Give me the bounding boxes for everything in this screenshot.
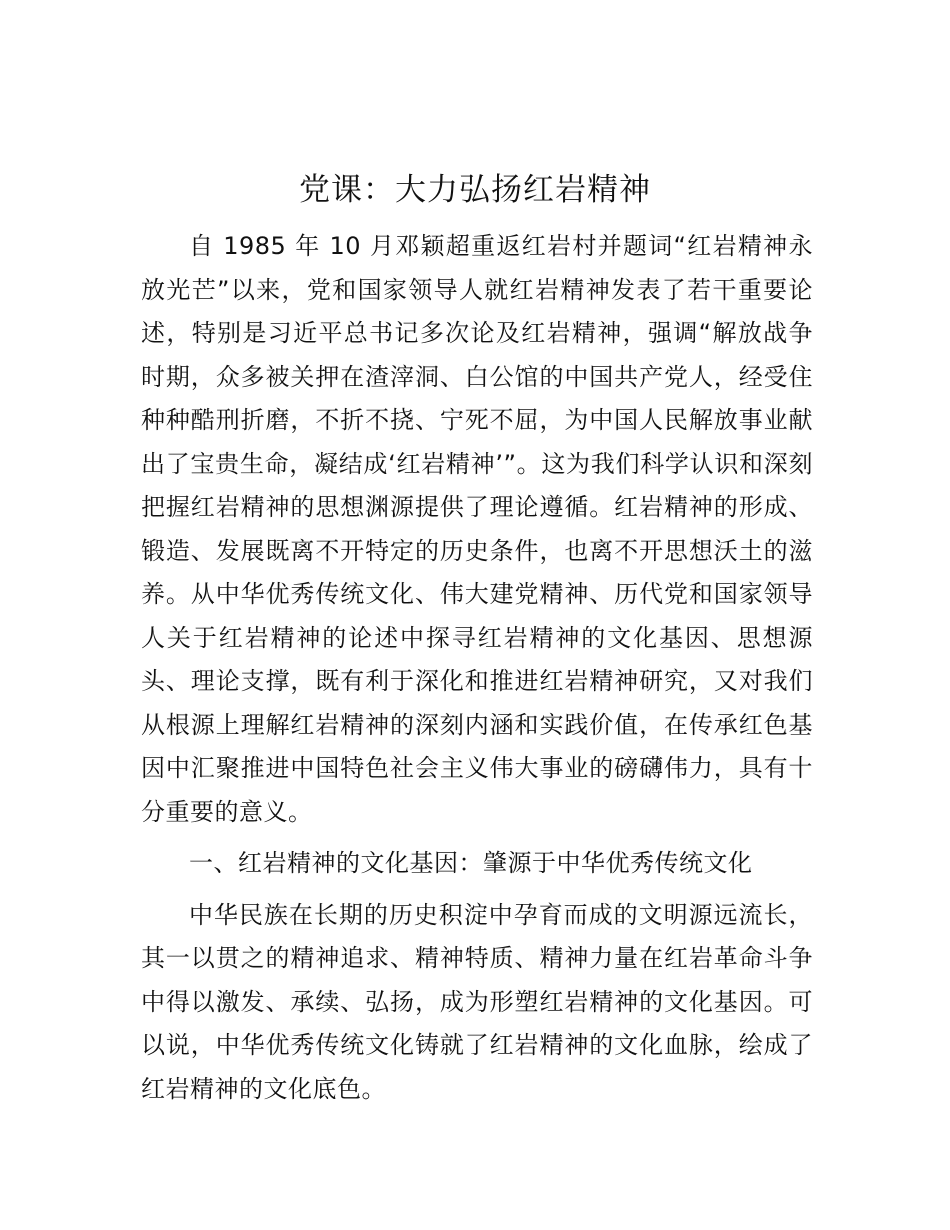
section-heading: 一、红岩精神的文化基因：肇源于中华优秀传统文化 [189, 849, 753, 877]
intro-paragraph: 自 1985 年 10 月邓颖超重返红岩村并题词“红岩精神永放光芒”以来，党和国家领导人就红岩精神发表了若干重要论述，特别是习近平总书记多次论及红岩精神，强调“解放战争时期，众多被关押在渣滓洞、白公馆的中国共产党人，经受住种种酷刑折磨，不折不挠、宁死不屈，为中国人民解放事业献出了宝贵生命，凝结成‘红岩精神’”。这为我们科学认识和深刻把握红岩精神的思想渊源提供了理论遵循。红岩精神的形成、锻造、发展既离不开特定的历史条件，也离不开思想沃土的滋养。从中华优秀传统文化、伟大建党精神、历代党和国家领导人关于红岩精神的论述中探寻红岩精神的文化基因、思想源头、理论支撑，既有利于深化和推进红岩精神研究，又对我们从根源上理解红岩精神的深刻内涵和实践价值，在传承红色基因中汇聚推进中国特色社会主义伟大事业的磅礴伟力，具有十分重要的意义。 [141, 232, 813, 826]
document-body [141, 225, 813, 1111]
document-title: 党课：大力弘扬红岩精神 [299, 172, 651, 208]
section-paragraph: 中华民族在长期的历史积淀中孕育而成的文明源远流长，其一以贯之的精神追求、精神特质、精神力量在红岩革命斗争中得以激发、承续、弘扬，成为形塑红岩精神的文化基因。可以说，中华优秀传统文化铸就了红岩精神的文化血脉，绘成了红岩精神的文化底色。 [141, 900, 813, 1103]
